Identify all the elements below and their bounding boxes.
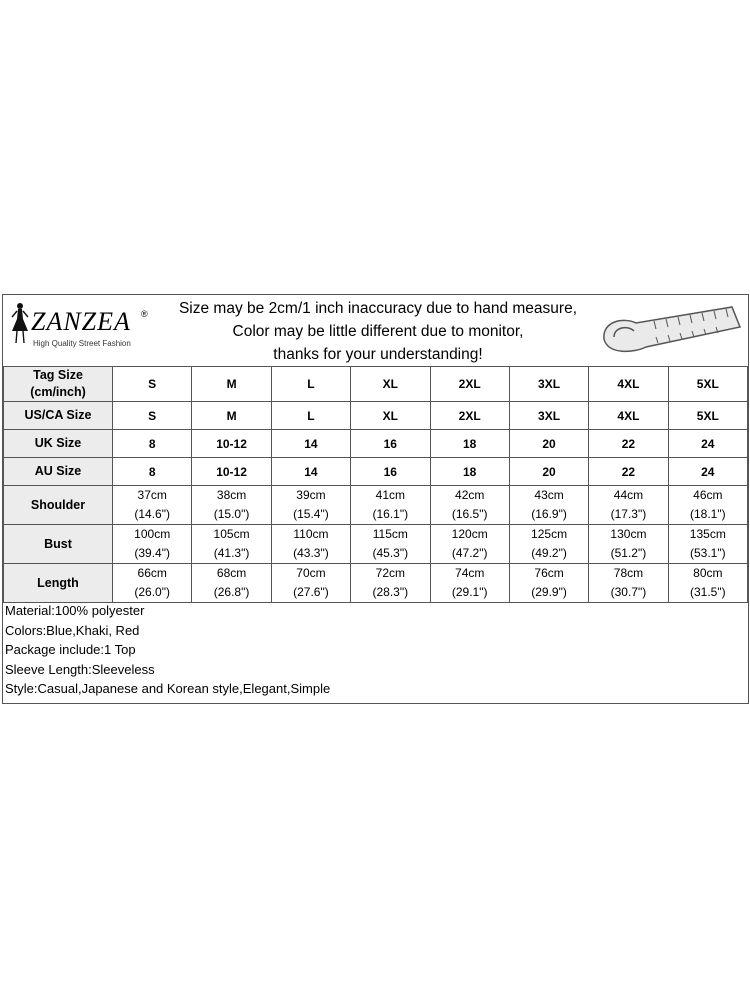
table-cell bbox=[113, 525, 192, 564]
chart-header bbox=[3, 295, 748, 367]
cm-value: 135cm bbox=[689, 527, 726, 541]
cm-value: 72cm bbox=[375, 566, 405, 580]
table-cell bbox=[589, 486, 668, 525]
row-header: Length bbox=[4, 564, 113, 603]
cm-value: 70cm bbox=[296, 566, 326, 580]
table-cell: 10-12 bbox=[192, 430, 271, 458]
inch-value: (15.0") bbox=[213, 507, 250, 521]
table-cell bbox=[668, 564, 747, 603]
table-cell: 8 bbox=[113, 458, 192, 486]
row-header: UK Size bbox=[4, 430, 113, 458]
inch-value: (26.8") bbox=[213, 585, 250, 599]
table-row bbox=[4, 402, 748, 430]
table-cell bbox=[430, 525, 509, 564]
table-cell bbox=[271, 486, 350, 525]
table-cell: S bbox=[113, 402, 192, 430]
row-header: Shoulder bbox=[4, 486, 113, 525]
table-cell bbox=[113, 564, 192, 603]
table-cell bbox=[509, 564, 588, 603]
table-cell: 4XL bbox=[589, 367, 668, 402]
info-line: Colors:Blue,Khaki, Red bbox=[5, 622, 140, 638]
table-row bbox=[4, 486, 748, 525]
cm-value: 41cm bbox=[375, 488, 405, 502]
table-cell: 16 bbox=[351, 430, 430, 458]
size-table bbox=[3, 366, 748, 603]
table-row bbox=[4, 458, 748, 486]
table-cell: XL bbox=[351, 367, 430, 402]
cm-value: 42cm bbox=[455, 488, 485, 502]
table-cell bbox=[668, 525, 747, 564]
table-cell: L bbox=[271, 402, 350, 430]
info-line: Material:100% polyester bbox=[5, 603, 145, 618]
table-cell: 14 bbox=[271, 458, 350, 486]
table-row bbox=[4, 367, 748, 402]
table-cell: XL bbox=[351, 402, 430, 430]
table-cell: 5XL bbox=[668, 402, 747, 430]
inch-value: (39.4") bbox=[134, 546, 170, 560]
table-cell bbox=[351, 564, 430, 603]
inch-value: (15.4") bbox=[293, 507, 329, 521]
cm-value: 115cm bbox=[372, 527, 408, 541]
table-cell: 18 bbox=[430, 430, 509, 458]
table-cell: 2XL bbox=[430, 402, 509, 430]
inch-value: (43.3") bbox=[293, 546, 329, 560]
cm-value: 66cm bbox=[137, 566, 167, 580]
inch-value: (29.9") bbox=[531, 585, 567, 599]
inch-value: (45.3") bbox=[372, 546, 409, 560]
table-cell: L bbox=[271, 367, 350, 402]
table-cell bbox=[351, 486, 430, 525]
table-cell: M bbox=[192, 402, 271, 430]
table-cell: M bbox=[192, 367, 271, 402]
inch-value: (53.1") bbox=[690, 546, 726, 560]
cm-value: 120cm bbox=[451, 527, 488, 541]
table-cell: 4XL bbox=[589, 402, 668, 430]
table-cell bbox=[668, 486, 747, 525]
table-cell: 20 bbox=[509, 458, 588, 486]
row-header: AU Size bbox=[4, 458, 113, 486]
table-cell: 20 bbox=[509, 430, 588, 458]
registered-mark: ® bbox=[141, 309, 148, 319]
brand-name: ZANZEA bbox=[31, 307, 131, 336]
table-cell bbox=[113, 486, 192, 525]
inch-value: (27.6") bbox=[293, 585, 329, 599]
table-cell: 24 bbox=[668, 430, 747, 458]
cm-value: 76cm bbox=[534, 566, 564, 580]
cm-value: 43cm bbox=[534, 488, 564, 502]
size-chart bbox=[2, 294, 749, 704]
cm-value: 130cm bbox=[610, 527, 647, 541]
table-cell: 3XL bbox=[509, 402, 588, 430]
cm-value: 105cm bbox=[213, 527, 250, 541]
info-line: Style:Casual,Japanese and Korean style,Elegant,Simple bbox=[5, 681, 331, 696]
table-cell: 10-12 bbox=[192, 458, 271, 486]
table-row bbox=[4, 564, 748, 603]
table-cell: 5XL bbox=[668, 367, 747, 402]
measuring-tape-icon bbox=[594, 299, 744, 361]
table-row bbox=[4, 525, 748, 564]
model-silhouette-icon bbox=[9, 301, 31, 345]
brand-tagline: High Quality Street Fashion bbox=[33, 339, 131, 348]
inch-value: (41.3") bbox=[213, 546, 250, 560]
measurement-notice bbox=[163, 295, 593, 366]
inch-value: (28.3") bbox=[372, 585, 409, 599]
product-info bbox=[3, 601, 750, 699]
table-cell: 22 bbox=[589, 430, 668, 458]
inch-value: (47.2") bbox=[451, 546, 488, 560]
cm-value: 110cm bbox=[293, 527, 329, 541]
info-line: Package include:1 Top bbox=[5, 642, 136, 657]
table-cell bbox=[192, 486, 271, 525]
table-cell: 16 bbox=[351, 458, 430, 486]
inch-value: (16.5") bbox=[451, 507, 488, 521]
cm-value: 46cm bbox=[693, 488, 723, 502]
inch-value: (14.6") bbox=[134, 507, 170, 521]
table-cell bbox=[192, 564, 271, 603]
cm-value: 37cm bbox=[137, 488, 167, 502]
table-cell: 8 bbox=[113, 430, 192, 458]
table-cell: 24 bbox=[668, 458, 747, 486]
row-header: US/CA Size bbox=[4, 402, 113, 430]
inch-value: (51.2") bbox=[610, 546, 647, 560]
row-header: Tag Size (cm/inch) bbox=[4, 367, 113, 402]
inch-value: (16.1") bbox=[372, 507, 409, 521]
table-cell bbox=[589, 564, 668, 603]
cm-value: 125cm bbox=[531, 527, 568, 541]
table-cell: 18 bbox=[430, 458, 509, 486]
table-cell: S bbox=[113, 367, 192, 402]
table-cell bbox=[430, 564, 509, 603]
row-header: Bust bbox=[4, 525, 113, 564]
inch-value: (49.2") bbox=[531, 546, 567, 560]
table-cell: 22 bbox=[589, 458, 668, 486]
inch-value: (18.1") bbox=[690, 507, 726, 521]
cm-value: 68cm bbox=[216, 566, 247, 580]
inch-value: (30.7") bbox=[610, 585, 647, 599]
table-cell bbox=[509, 525, 588, 564]
inch-value: (31.5") bbox=[690, 585, 726, 599]
inch-value: (17.3") bbox=[610, 507, 647, 521]
inch-value: (26.0") bbox=[134, 585, 170, 599]
cm-value: 39cm bbox=[296, 488, 326, 502]
info-line: Sleeve Length:Sleeveless bbox=[5, 661, 155, 677]
table-cell: 3XL bbox=[509, 367, 588, 402]
table-cell bbox=[430, 486, 509, 525]
cm-value: 80cm bbox=[693, 566, 723, 580]
brand-logo bbox=[9, 301, 159, 348]
table-cell bbox=[589, 525, 668, 564]
inch-value: (29.1") bbox=[451, 585, 488, 599]
table-cell bbox=[271, 564, 350, 603]
table-cell bbox=[192, 525, 271, 564]
cm-value: 100cm bbox=[134, 527, 171, 541]
table-cell: 14 bbox=[271, 430, 350, 458]
cm-value: 44cm bbox=[613, 488, 644, 502]
table-cell bbox=[509, 486, 588, 525]
table-cell: 2XL bbox=[430, 367, 509, 402]
table-cell bbox=[351, 525, 430, 564]
cm-value: 38cm bbox=[216, 488, 247, 502]
cm-value: 78cm bbox=[613, 566, 644, 580]
notice-line: thanks for your understanding! bbox=[273, 346, 483, 363]
table-row bbox=[4, 430, 748, 458]
table-cell bbox=[271, 525, 350, 564]
cm-value: 74cm bbox=[455, 566, 485, 580]
notice-line: Size may be 2cm/1 inch inaccuracy due to hand measure, bbox=[178, 300, 578, 317]
notice-line: Color may be little different due to monitor, bbox=[232, 323, 524, 340]
inch-value: (16.9") bbox=[531, 507, 567, 521]
